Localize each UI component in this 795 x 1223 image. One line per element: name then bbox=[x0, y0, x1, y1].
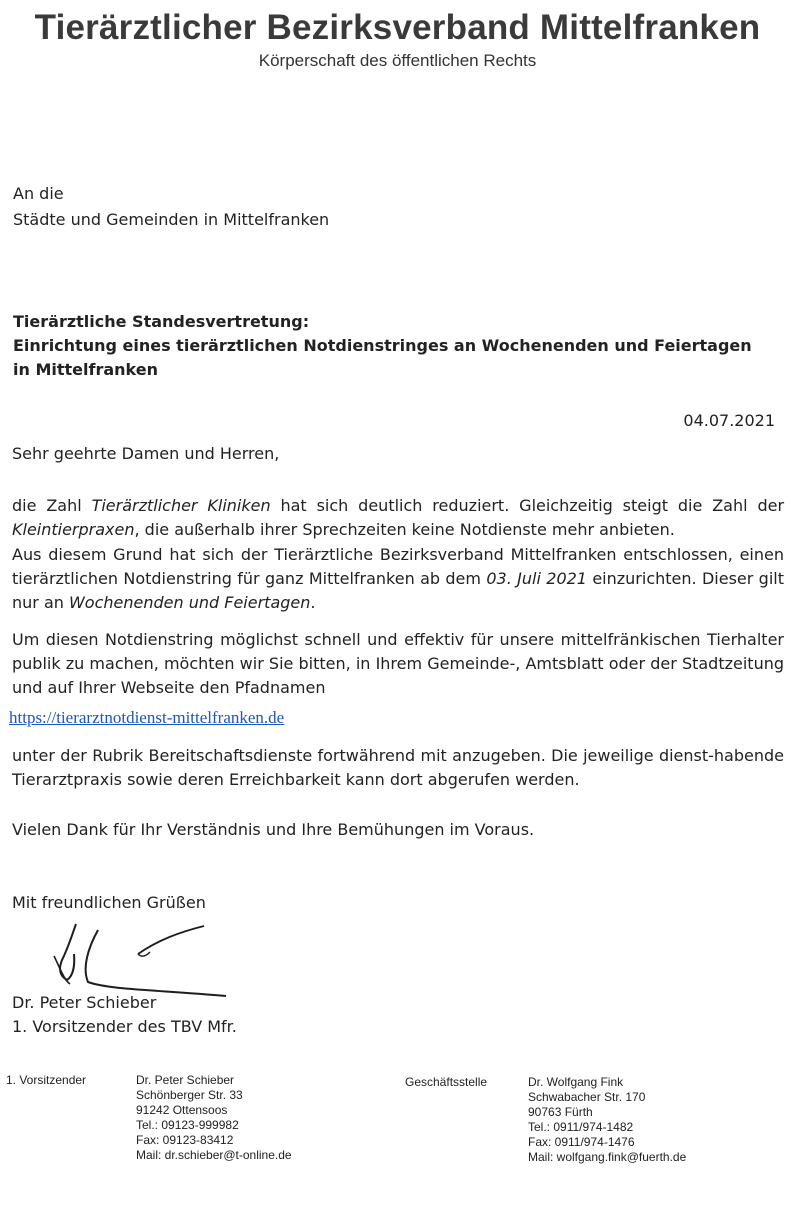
footer-line: Dr. Wolfgang Fink bbox=[528, 1075, 624, 1089]
footer-line: Fax: 0911/974-1476 bbox=[528, 1135, 635, 1149]
subject-line-1: Tierärztliche Standesvertretung: bbox=[13, 312, 310, 331]
paragraph-4: unter der Rubrik Bereitschaftsdienste fortwährend mit anzugeben. Die jeweilige dienst-habende Tierarztpraxis sowie deren Erreichbarkeit kann dort abgerufen werden. bbox=[12, 746, 784, 789]
footer-line: Mail: wolfgang.fink@fuerth.de bbox=[528, 1150, 687, 1164]
letterhead-subtitle: Körperschaft des öffentlichen Rechts bbox=[258, 51, 537, 70]
footer-line: Fax: 09123-83412 bbox=[136, 1133, 234, 1147]
footer-line: Dr. Peter Schieber bbox=[136, 1073, 235, 1087]
text-run: . bbox=[310, 593, 316, 612]
paragraph-3: Um diesen Notdienstring möglichst schnell und effektiv für unsere mittelfränkischen Tierhalter publik zu machen, möchten wir Sie bitten, in Ihrem Gemeinde-, Amtsblatt oder der Stadtzeitung und auf Ihrer Webseite den Pfadnamen bbox=[12, 630, 784, 697]
signer-role: 1. Vorsitzender des TBV Mfr. bbox=[12, 1017, 237, 1036]
paragraph-5: Vielen Dank für Ihr Verständnis und Ihre Bemühungen im Voraus. bbox=[12, 820, 535, 839]
recipient-line-1: An die bbox=[13, 184, 64, 203]
footer-line: 91242 Ottensoos bbox=[136, 1103, 228, 1117]
footer-line: Mail: dr.schieber@t-online.de bbox=[136, 1148, 292, 1162]
website-link[interactable]: https://tierarztnotdienst-mittelfranken.de bbox=[9, 708, 285, 727]
footer-line: Schwabacher Str. 170 bbox=[528, 1090, 646, 1104]
salutation: Sehr geehrte Damen und Herren, bbox=[12, 444, 280, 463]
emphasis-text: Kleintierpraxen bbox=[12, 520, 135, 539]
text-run: die Zahl bbox=[12, 496, 92, 515]
emphasis-text: 03. Juli 2021 bbox=[486, 569, 587, 588]
letter-date: 04.07.2021 bbox=[683, 411, 775, 430]
paragraph-1 bbox=[12, 494, 784, 542]
footer-left-label: 1. Vorsitzender bbox=[6, 1073, 87, 1087]
recipient-line-2: Städte und Gemeinden in Mittelfranken bbox=[13, 210, 330, 229]
emphasis-text: Tierärztlicher Kliniken bbox=[91, 496, 271, 515]
footer-line: 90763 Fürth bbox=[528, 1105, 593, 1119]
footer-line: Schönberger Str. 33 bbox=[136, 1088, 243, 1102]
letterhead-title: Tierärztlicher Bezirksverband Mittelfranken bbox=[34, 8, 761, 47]
signer-name: Dr. Peter Schieber bbox=[12, 993, 157, 1012]
emphasis-text: Wochenenden und Feiertagen bbox=[68, 593, 311, 612]
footer-line: Tel.: 0911/974-1482 bbox=[528, 1120, 634, 1134]
closing-greeting: Mit freundlichen Grüßen bbox=[12, 893, 206, 912]
text-run: Aus diesem Grund hat sich der Tierärztliche Bezirksverband Mittelfranken entschlossen, einen tierärztlichen Notdienstring für ganz Mittelfranken ab dem bbox=[12, 545, 784, 588]
footer-line: Tel.: 09123-999982 bbox=[136, 1118, 239, 1132]
subject-line-2: Einrichtung eines tierärztlichen Notdienstringes an Wochenenden und Feiertagen in Mittelfranken bbox=[13, 336, 752, 379]
paragraph-2 bbox=[12, 543, 784, 615]
text-run: hat sich deutlich reduziert. Gleichzeitig steigt die Zahl der bbox=[270, 496, 785, 515]
footer-right-label: Geschäftsstelle bbox=[405, 1075, 488, 1089]
subject-block bbox=[13, 310, 753, 382]
footer-right-address bbox=[528, 1075, 686, 1165]
text-run: einzurichten. Dieser gilt nur an bbox=[12, 569, 785, 612]
footer-left-address bbox=[136, 1073, 292, 1163]
text-run: , die außerhalb ihrer Sprechzeiten keine Notdienste mehr anbieten. bbox=[134, 520, 675, 539]
